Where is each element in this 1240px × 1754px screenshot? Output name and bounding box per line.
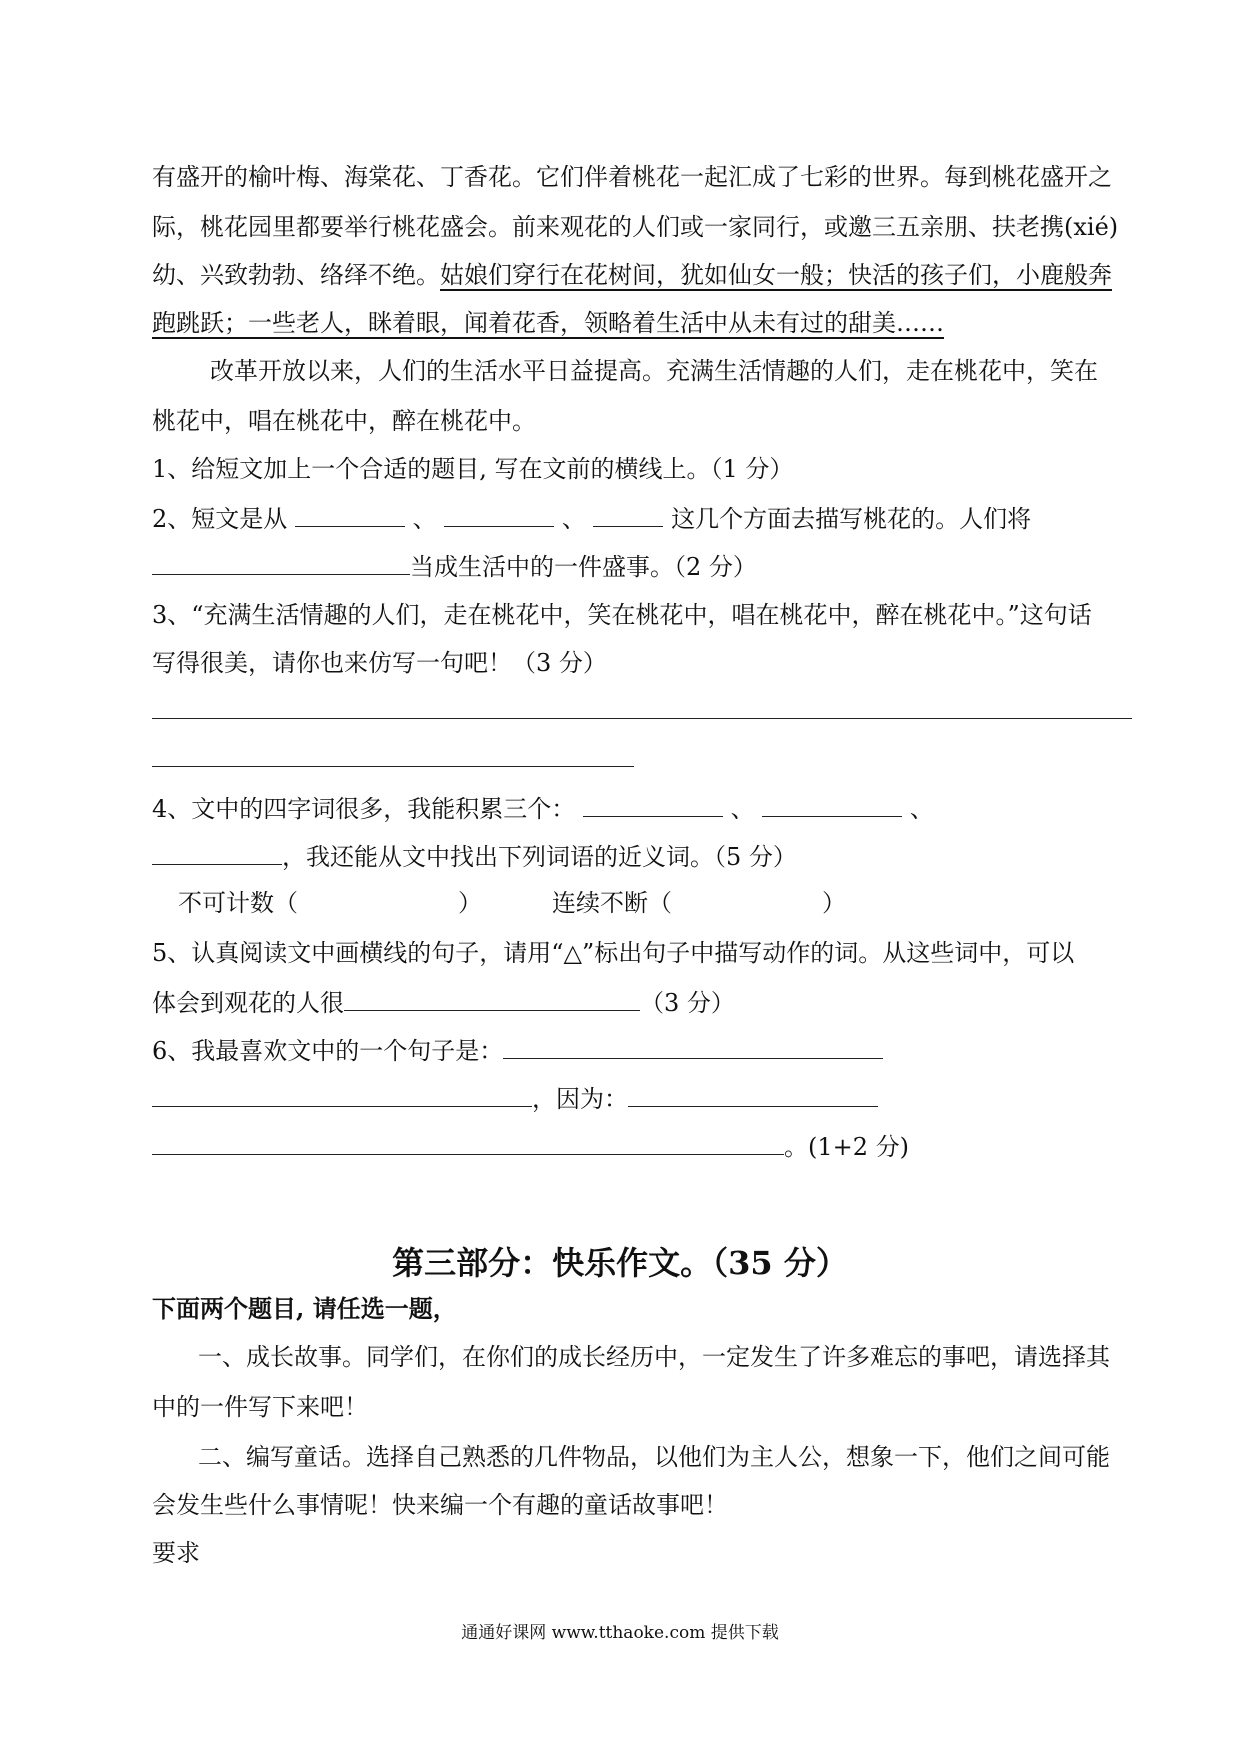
answer-blank[interactable] — [628, 1080, 878, 1107]
passage-line — [152, 306, 944, 340]
requirements-label: 要求 — [152, 1539, 200, 1567]
question-3: 3、“充满生活情趣的人们，走在桃花中，笑在桃花中，唱在桃花中，醉在桃花中。”这句话 — [152, 601, 1092, 629]
bracket: ） — [458, 889, 482, 917]
separator: 、 — [561, 505, 586, 533]
question-text: ，因为： — [532, 1085, 628, 1113]
answer-blank[interactable] — [295, 500, 405, 527]
separator: 、 — [412, 505, 437, 533]
question-6 — [152, 1032, 883, 1068]
section-heading: 第三部分：快乐作文。（35 分） — [392, 1244, 848, 1282]
answer-blank[interactable] — [152, 1080, 532, 1107]
question-text: 体会到观花的人很 — [152, 989, 344, 1017]
question-2-cont — [152, 548, 757, 584]
answer-blank[interactable] — [344, 984, 640, 1011]
question-text: 这几个方面去描写桃花的。人们将 — [671, 505, 1032, 533]
answer-blank[interactable] — [593, 500, 663, 527]
question-3-cont: 写得很美，请你也来仿写一句吧！（3 分） — [152, 649, 607, 677]
section-intro: 下面两个题目, 请任选一题， — [152, 1294, 457, 1323]
bracket: ） — [822, 889, 846, 917]
question-text: 。(1+2 分) — [784, 1133, 910, 1161]
topic-1-cont: 中的一件写下来吧！ — [152, 1393, 368, 1421]
passage-text: 幼、兴致勃勃、络绎不绝。 — [152, 261, 440, 289]
question-text: ，我还能从文中找出下列词语的近义词。（5 分） — [282, 843, 797, 871]
question-5: 5、认真阅读文中画横线的句子，请用“△”标出句子中描写动作的词。从这些词中，可以 — [152, 939, 1075, 967]
question-2 — [152, 500, 1031, 536]
question-text: （3 分） — [640, 989, 735, 1017]
passage-line: 改革开放以来，人们的生活水平日益提高。充满生活情趣的人们，走在桃花中，笑在 — [210, 357, 1098, 385]
question-1: 1、给短文加上一个合适的题目, 写在文前的横线上。（1 分） — [152, 455, 794, 483]
answer-blank[interactable] — [444, 500, 554, 527]
answer-blank[interactable] — [503, 1032, 883, 1059]
synonym-word: 连续不断（ — [552, 889, 672, 917]
separator: 、 — [909, 795, 934, 823]
passage-line: 桃花中，唱在桃花中，醉在桃花中。 — [152, 407, 536, 435]
passage-line: 有盛开的榆叶梅、海棠花、丁香花。它们伴着桃花一起汇成了七彩的世界。每到桃花盛开之 — [152, 163, 1112, 191]
answer-blank[interactable] — [152, 838, 282, 865]
question-4-cont — [152, 838, 797, 874]
footer-credit: 通通好课网 www.tthaoke.com 提供下载 — [461, 1623, 779, 1643]
synonym-row — [178, 886, 846, 920]
question-text: 4、文中的四字词很多，我能积累三个： — [152, 795, 576, 823]
question-text: 6、我最喜欢文中的一个句子是： — [152, 1037, 504, 1065]
topic-1: 一、成长故事。同学们，在你们的成长经历中，一定发生了许多难忘的事吧，请选择其 — [198, 1343, 1110, 1371]
answer-line[interactable] — [152, 718, 1132, 719]
question-5-cont — [152, 984, 735, 1020]
underlined-sentence: 跑跳跃；一些老人，眯着眼，闻着花香，领略着生活中从未有过的甜美…… — [152, 309, 944, 337]
topic-2: 二、编写童话。选择自己熟悉的几件物品，以他们为主人公，想象一下，他们之间可能 — [198, 1443, 1110, 1471]
question-text: 当成生活中的一件盛事。（2 分） — [410, 553, 757, 581]
passage-line — [152, 258, 1112, 292]
answer-line[interactable] — [152, 766, 634, 767]
separator: 、 — [730, 795, 755, 823]
answer-blank[interactable] — [152, 548, 410, 575]
answer-blank[interactable] — [152, 1128, 784, 1155]
underlined-sentence: 姑娘们穿行在花树间，犹如仙女一般；快活的孩子们，小鹿般奔 — [440, 261, 1112, 289]
answer-blank[interactable] — [583, 790, 723, 817]
question-6-cont — [152, 1080, 878, 1116]
question-6-cont — [152, 1128, 909, 1164]
passage-line: 际，桃花园里都要举行桃花盛会。前来观花的人们或一家同行，或邀三五亲朋、扶老携(xié) — [152, 213, 1119, 241]
question-4 — [152, 790, 934, 826]
synonym-word: 不可计数（ — [178, 889, 298, 917]
topic-2-cont: 会发生些什么事情呢！快来编一个有趣的童话故事吧！ — [152, 1491, 728, 1519]
question-text: 2、短文是从 — [152, 505, 288, 533]
answer-blank[interactable] — [762, 790, 902, 817]
